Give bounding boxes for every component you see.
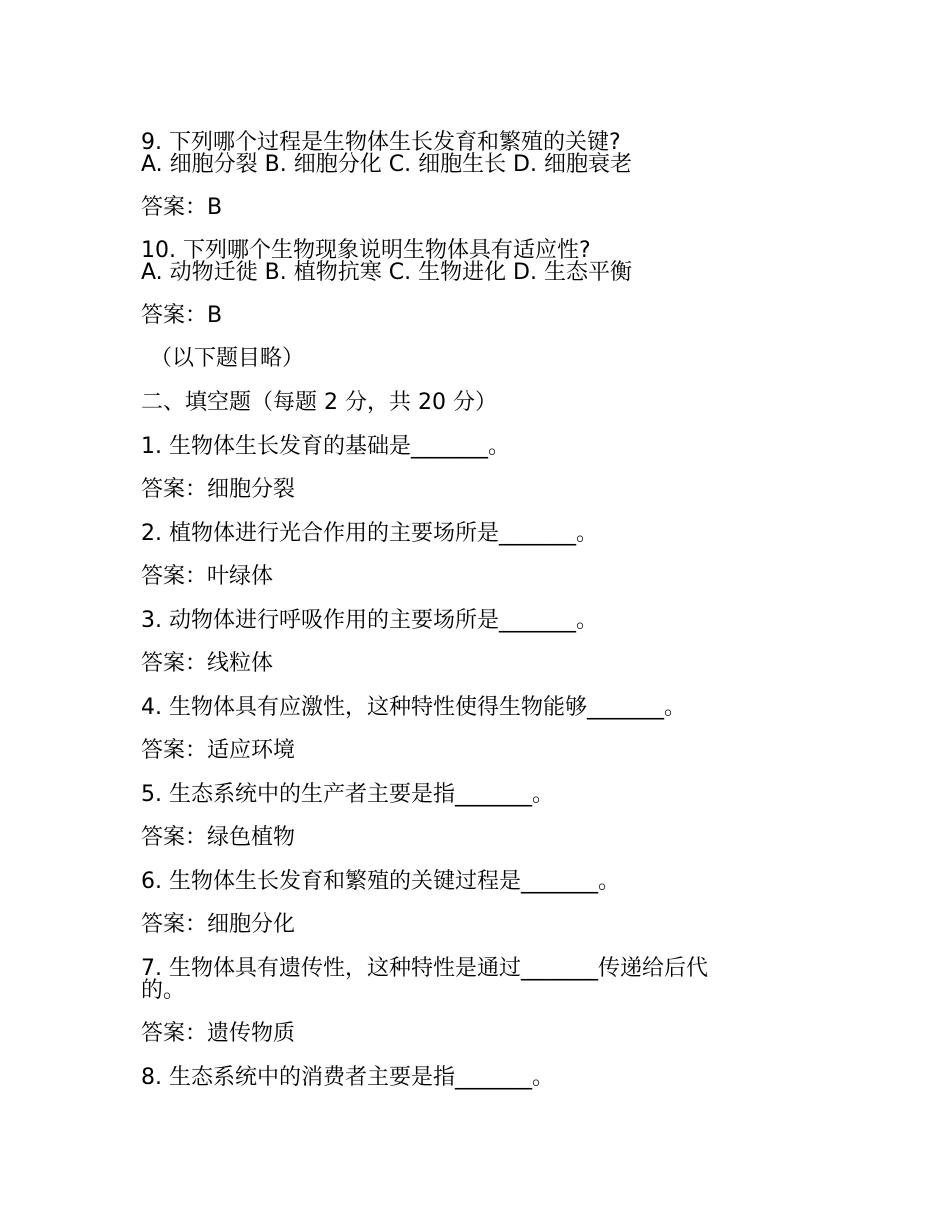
fill-answer-4: 答案：适应环境 (141, 738, 296, 763)
fill-question-5: 5. 生态系统中的生产者主要是指_______。 (141, 782, 554, 807)
question-9-text: 9. 下列哪个过程是生物体生长发育和繁殖的关键? (141, 130, 621, 155)
fill-question-8: 8. 生态系统中的消费者主要是指_______。 (141, 1065, 554, 1090)
fill-question-6: 6. 生物体生长发育和繁殖的关键过程是_______。 (141, 869, 620, 894)
question-9-options: A. 细胞分裂 B. 细胞分化 C. 细胞生长 D. 细胞衰老 (141, 152, 632, 177)
fill-question-1: 1. 生物体生长发育的基础是_______。 (141, 434, 510, 459)
fill-question-4: 4. 生物体具有应激性，这种特性使得生物能够_______。 (141, 695, 686, 720)
fill-question-7-cont: 的。 (141, 978, 186, 1003)
question-9-answer: 答案：B (141, 195, 223, 220)
fill-answer-3: 答案：线粒体 (141, 651, 274, 676)
question-10-answer: 答案：B (141, 303, 223, 328)
fill-answer-5: 答案：绿色植物 (141, 825, 296, 850)
fill-answer-6: 答案：细胞分化 (141, 912, 296, 937)
omitted-note: （以下题目略） (150, 346, 305, 371)
question-10-text: 10. 下列哪个生物现象说明生物体具有适应性? (141, 238, 591, 263)
section-heading: 二、填空题（每题 2 分，共 20 分） (141, 390, 497, 415)
fill-question-3: 3. 动物体进行呼吸作用的主要场所是_______。 (141, 608, 598, 633)
question-10-options: A. 动物迁徙 B. 植物抗寒 C. 生物进化 D. 生态平衡 (141, 260, 632, 285)
fill-question-2: 2. 植物体进行光合作用的主要场所是_______。 (141, 521, 598, 546)
fill-answer-1: 答案：细胞分裂 (141, 477, 296, 502)
fill-answer-7: 答案：遗传物质 (141, 1021, 296, 1046)
fill-answer-2: 答案：叶绿体 (141, 564, 274, 589)
fill-question-7: 7. 生物体具有遗传性，这种特性是通过_______传递给后代 (141, 956, 708, 981)
